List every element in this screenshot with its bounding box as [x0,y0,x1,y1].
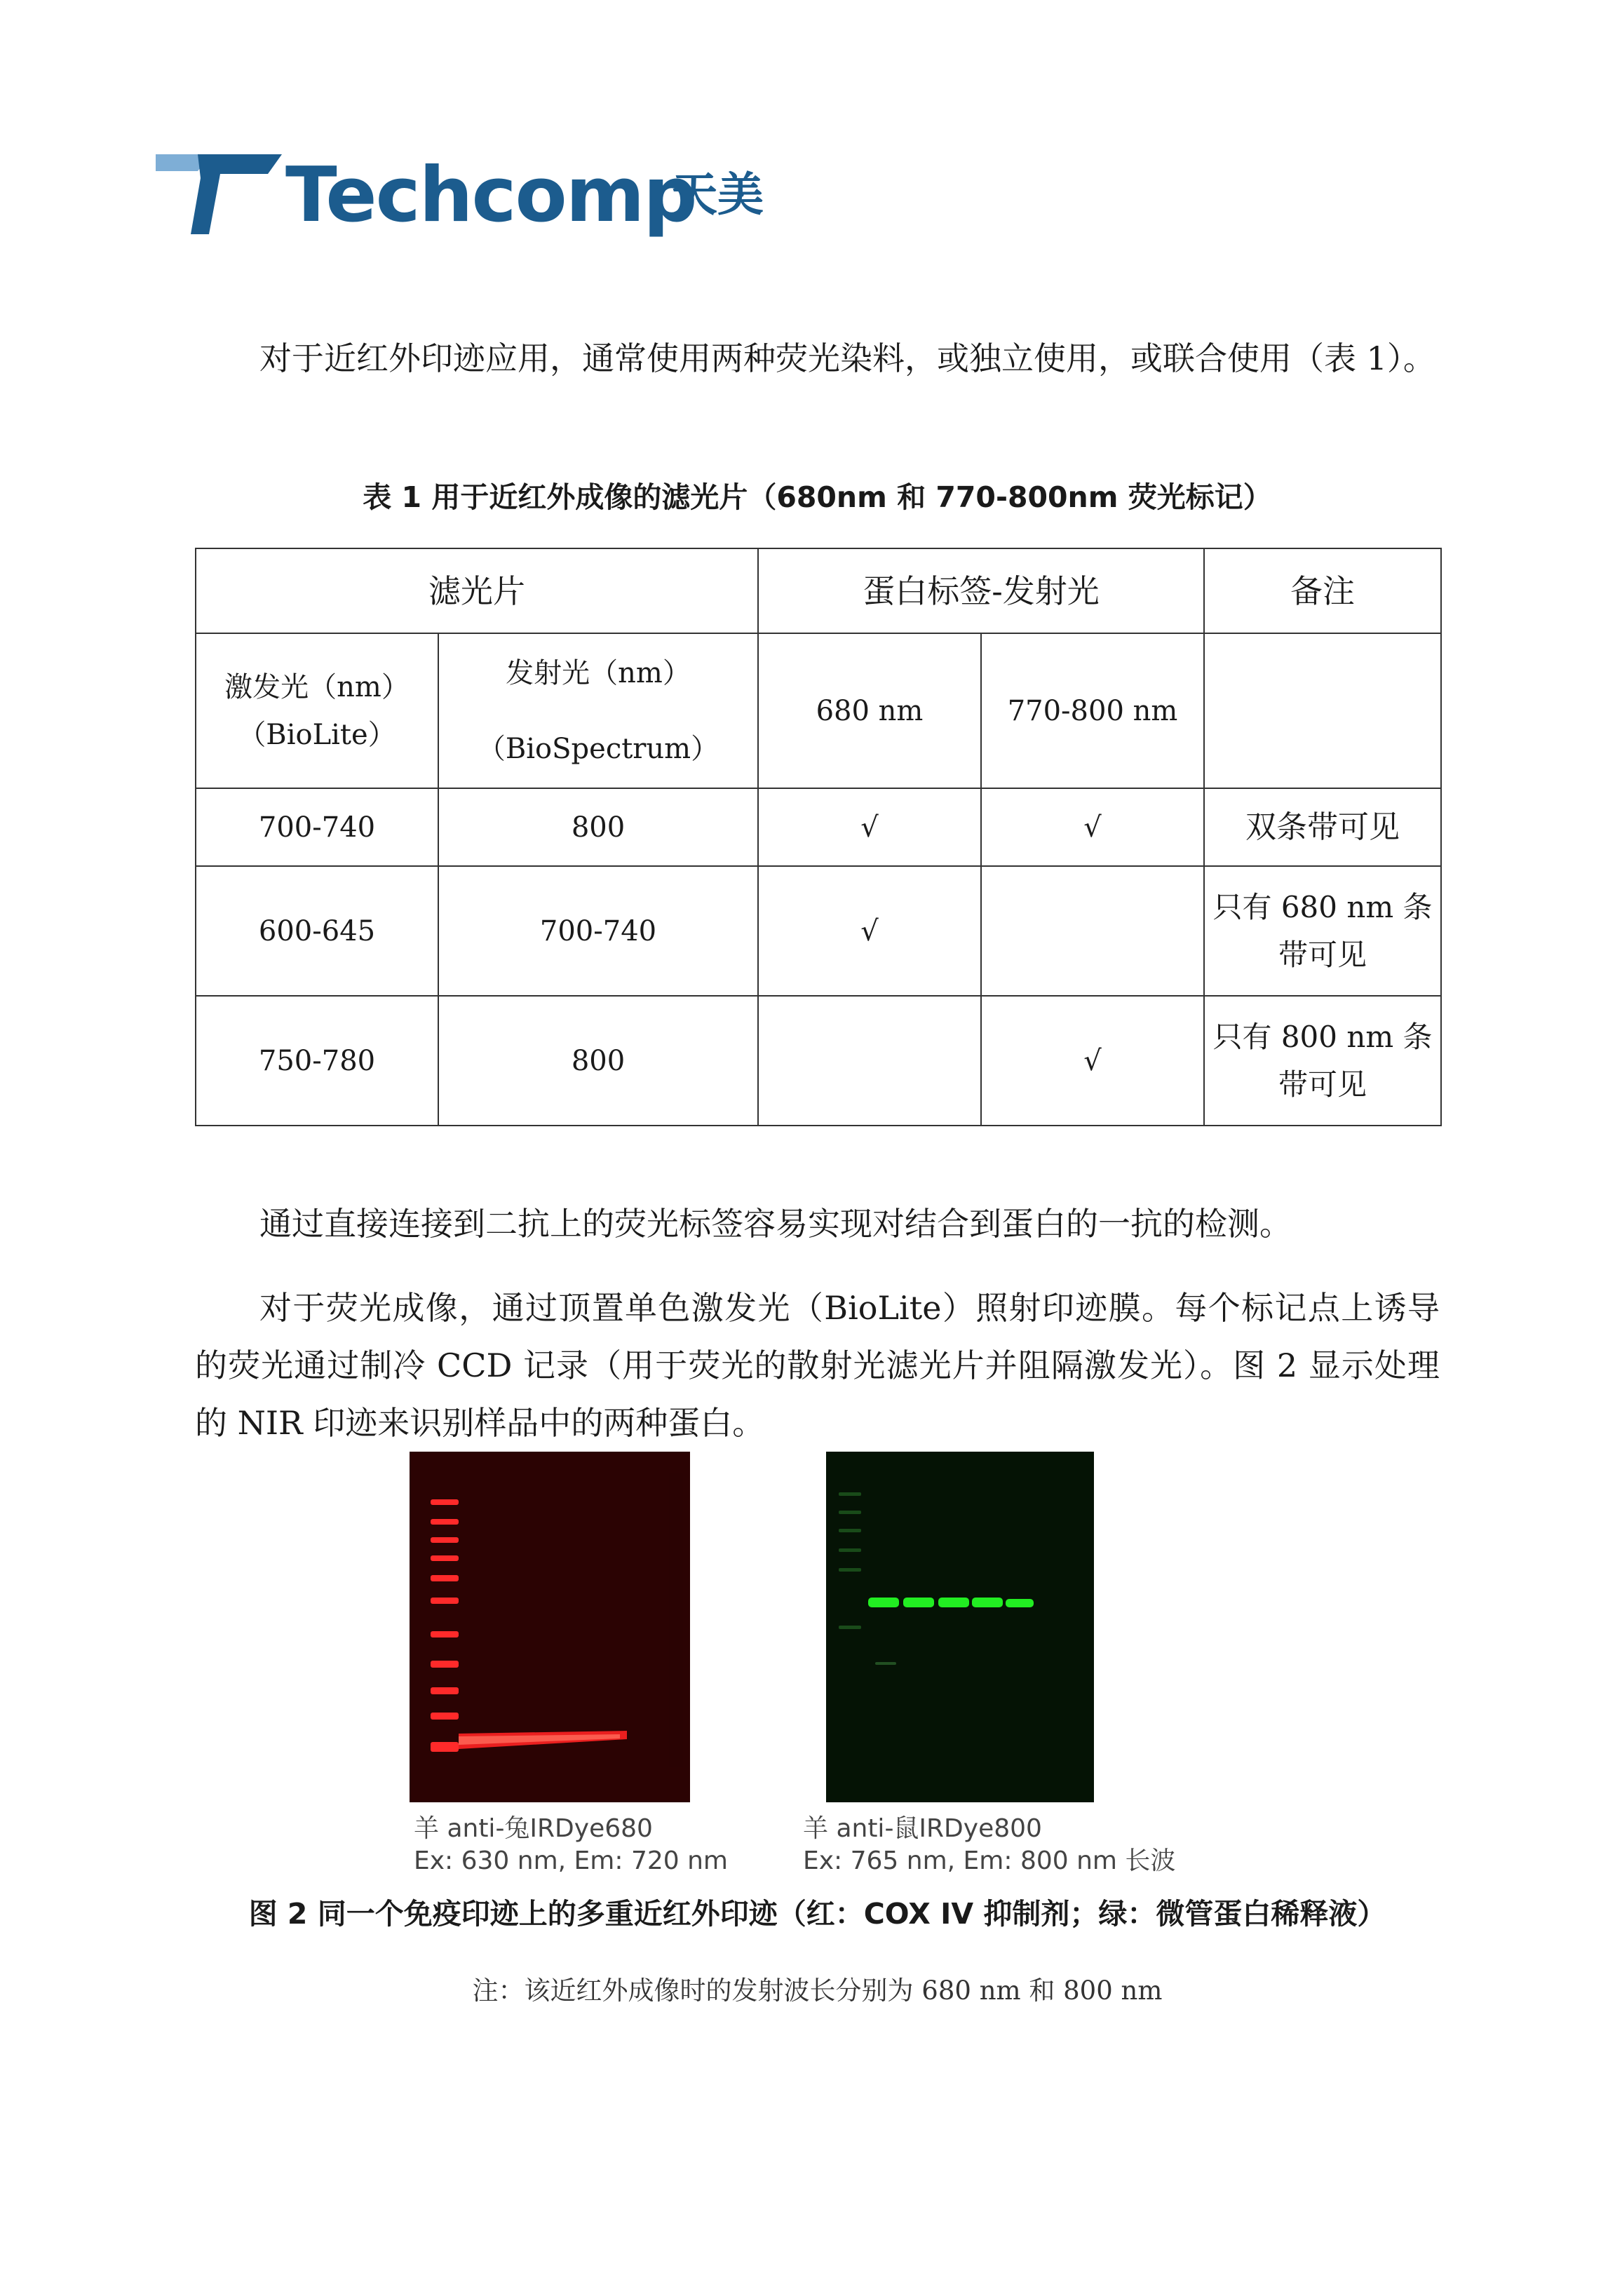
cell-note-line2: 带可见 [1278,1067,1367,1102]
footnote: 注：该近红外成像时的发射波长分别为 680 nm 和 800 nm [472,1976,1163,2006]
table-subheader-row [196,633,1441,788]
table-row [196,788,1441,866]
logo-text: Techcomp [285,151,696,239]
cell-680 [758,996,981,1126]
gel-green-label-line1: 羊 anti-鼠IRDye800 [803,1814,1042,1843]
cell-800: √ [981,788,1204,866]
table-row [196,996,1441,1126]
cell-excitation: 700-740 [196,788,438,866]
gel-red-label-line2: Ex: 630 nm, Em: 720 nm [414,1846,728,1875]
subheader-800: 770-800 nm [981,633,1204,788]
subheader-note-empty [1204,633,1441,788]
gel-image-green [826,1452,1094,1802]
cell-note [1204,866,1441,996]
subheader-excitation-line1: 激发光（nm） [224,670,410,703]
cell-note [1204,996,1441,1126]
filter-table [195,548,1442,1126]
subheader-excitation-line2: （BioLite） [238,718,396,751]
subheader-680: 680 nm [758,633,981,788]
cell-note-line2: 带可见 [1278,937,1367,972]
table-row [196,866,1441,996]
intro-paragraph: 对于近红外印迹应用，通常使用两种荧光染料，或独立使用，或联合使用（表 1）。 [259,339,1435,377]
cell-note-line1: 双条带可见 [1245,809,1400,845]
gel-image-red [410,1452,690,1802]
figure-caption: 图 2 同一个免疫印迹上的多重近红外印迹（红：COX IV 抑制剂；绿：微管蛋白稀释液） [248,1897,1386,1931]
cell-800: √ [981,996,1204,1126]
cell-680: √ [758,788,981,866]
cell-800 [981,866,1204,996]
header-note: 备注 [1204,548,1441,633]
subheader-emission-line1: 发射光（nm） [506,656,691,689]
header-tag: 蛋白标签-发射光 [758,548,1204,633]
subheader-emission-line2: （BioSpectrum） [477,732,719,765]
gel-green-label-line2: Ex: 765 nm, Em: 800 nm 长波 [803,1846,1176,1875]
cell-emission: 700-740 [438,866,758,996]
gel-red-label-line1: 羊 anti-兔IRDye680 [414,1814,653,1843]
cell-note [1204,788,1441,866]
logo-mark-icon [156,150,282,241]
gel-green-label [803,1813,1175,1877]
cell-emission: 800 [438,788,758,866]
cell-emission: 800 [438,996,758,1126]
table-caption: 表 1 用于近红外成像的滤光片（680nm 和 770-800nm 荧光标记） [363,480,1272,514]
gel-red-label [414,1813,728,1877]
table-header-row [196,548,1441,633]
detection-paragraph: 通过直接连接到二抗上的荧光标签容易实现对结合到蛋白的一抗的检测。 [259,1205,1292,1243]
cell-excitation: 600-645 [196,866,438,996]
header-filter: 滤光片 [196,548,758,633]
cell-note-line1: 只有 800 nm 条 [1212,1019,1433,1054]
techcomp-logo [156,150,773,241]
cell-excitation: 750-780 [196,996,438,1126]
imaging-paragraph: 对于荧光成像，通过顶置单色激发光（BioLite）照射印迹膜。每个标记点上诱导的荧光通过制冷 CCD 记录（用于荧光的散射光滤光片并阻隔激发光）。图 2 显示处理的 NIR 印迹来识别样品中的两种蛋白。 [195,1289,1440,1442]
cell-680: √ [758,866,981,996]
subheader-excitation [196,633,438,788]
logo-cn-text: 天美 [671,168,764,222]
subheader-emission [438,633,758,788]
cell-note-line1: 只有 680 nm 条 [1212,889,1433,924]
